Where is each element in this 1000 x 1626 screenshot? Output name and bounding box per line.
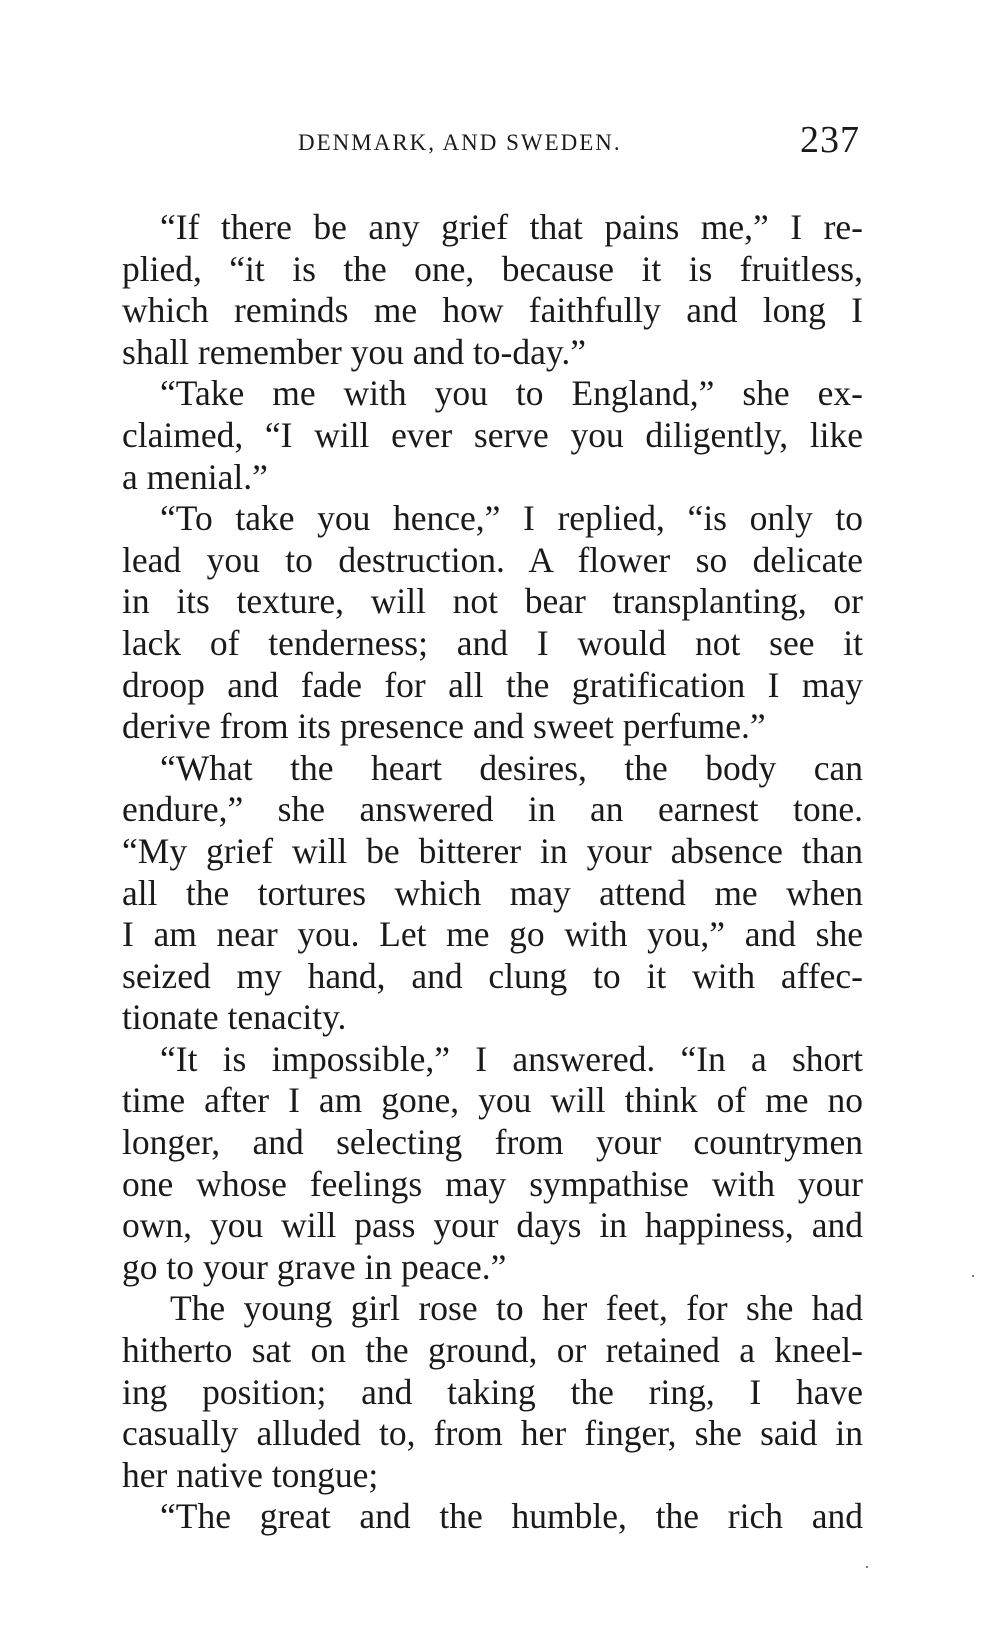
text-line: “If there be any grief that pains me,” I re- — [160, 207, 863, 247]
text-line: lead you to destruction. A flower so delicate — [122, 539, 863, 580]
text-line: “To take you hence,” I replied, “is only to — [160, 498, 863, 539]
text-line: one whose feelings may sympathise with your — [122, 1163, 863, 1204]
text-line: in its texture, will not bear transplanting, or — [122, 581, 863, 622]
text-line: time after I am gone, you will think of me no — [122, 1080, 863, 1121]
text-line: longer, and selecting from your countrymen — [122, 1122, 863, 1163]
text-line: “The great and the humble, the rich and — [160, 1496, 863, 1537]
text-line: claimed, “I will ever serve you diligently, like — [122, 414, 863, 455]
text-line: shall remember you and to-day.” — [122, 331, 586, 372]
text-line: The young girl rose to her feet, for she had — [170, 1288, 863, 1329]
text-line: derive from its presence and sweet perfume.” — [122, 706, 766, 747]
text-line: casually alluded to, from her finger, she said in — [122, 1413, 863, 1454]
running-title: DENMARK, AND SWEDEN. — [298, 130, 622, 155]
running-head — [120, 118, 864, 168]
text-line: plied, “it is the one, because it is fruitless, — [122, 248, 863, 289]
text-line: tionate tenacity. — [122, 997, 347, 1038]
text-line: “Take me with you to England,” she ex- — [160, 373, 863, 414]
text-line: ing position; and taking the ring, I have — [122, 1371, 863, 1412]
text-line: seized my hand, and clung to it with affec- — [122, 955, 863, 996]
page-number: 237 — [800, 119, 860, 161]
paper-speck — [866, 1566, 868, 1568]
text-line: all the tortures which may attend me when — [122, 872, 863, 913]
text-line: lack of tenderness; and I would not see it — [122, 622, 863, 663]
text-line: own, you will pass your days in happiness, and — [122, 1205, 863, 1246]
text-line: “It is impossible,” I answered. “In a short — [160, 1038, 863, 1079]
text-line: I am near you. Let me go with you,” and she — [122, 914, 863, 955]
text-line: hitherto sat on the ground, or retained a kneel- — [122, 1330, 863, 1371]
body-text — [122, 207, 863, 1538]
text-line: endure,” she answered in an earnest tone. — [122, 789, 863, 830]
text-line: droop and fade for all the gratification I may — [122, 664, 863, 705]
text-line: which reminds me how faithfully and long I — [122, 290, 863, 331]
text-line: “My grief will be bitterer in your absence than — [122, 830, 863, 871]
text-line: her native tongue; — [122, 1454, 379, 1495]
text-line: go to your grave in peace.” — [122, 1246, 507, 1287]
text-line: a menial.” — [122, 456, 268, 497]
paper-speck — [972, 1275, 974, 1277]
text-line: “What the heart desires, the body can — [160, 747, 863, 788]
